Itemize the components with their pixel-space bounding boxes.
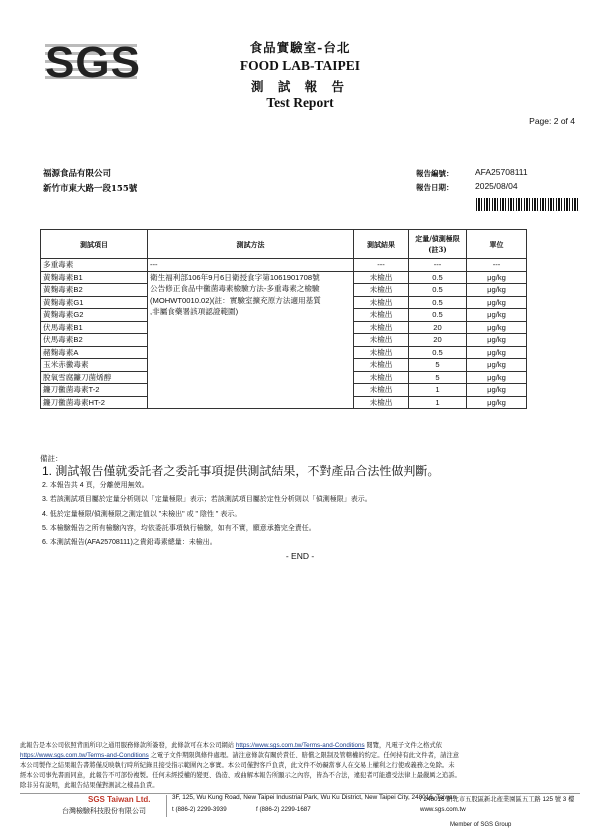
header-limit: 定量/偵測極限(註3) [409, 230, 467, 259]
notes-title: 備註： [40, 454, 63, 463]
row-limit: 0.5 [409, 296, 467, 309]
method-line: 衛生福利部106年9月6日衛授食字第1061901708號 [150, 272, 320, 282]
barcode [476, 198, 579, 211]
row-result: 未檢出 [354, 396, 409, 409]
row-item: 黃麴毒素B2 [41, 284, 148, 297]
table-row [41, 271, 527, 284]
fine-line-4: 經本公司事先書面同意，此報告不可部份複製。任何未經授權的變更、偽造、或曲解本報告所顯示之內容，皆為不合法，違犯者可能遭受法律上最嚴厲之追訴。 [20, 771, 461, 779]
row-item: 黃麴毒素G2 [41, 309, 148, 322]
row-result: 未檢出 [354, 384, 409, 397]
row-item: 伏馬毒素B1 [41, 321, 148, 334]
row-limit: 0.5 [409, 271, 467, 284]
row-unit: μg/kg [467, 296, 527, 309]
row-unit: μg/kg [467, 384, 527, 397]
end-mark: - END - [285, 551, 315, 561]
row-unit: μg/kg [467, 371, 527, 384]
row-item: 伏馬毒素B2 [41, 334, 148, 347]
row-unit: μg/kg [467, 321, 527, 334]
terms-link-2[interactable]: https://www.sgs.com.tw/Terms-and-Conditions [20, 751, 149, 759]
fine-line-5: 除非另有說明，此報告結果僅對測試之樣品負責。 [20, 781, 159, 789]
group-limit: --- [409, 259, 467, 272]
fine-line-2: https://www.sgs.com.tw/Terms-and-Conditions 之電子文件期限與條件處理。請注意條款有關於責任、賠償之限制及管轄權的約定。任何持有此文件者，請注意 [20, 751, 460, 759]
row-unit: μg/kg [467, 309, 527, 322]
note-1: 1. 測試報告僅就委託者之委託事項提供測試結果，不對產品合法性做判斷。 [42, 464, 440, 478]
lab-title-en: FOOD LAB-TAIPEI [239, 58, 361, 73]
row-limit: 1 [409, 396, 467, 409]
page-number: Page: 2 of 4 [529, 116, 575, 126]
header-method: 測試方法 [148, 230, 354, 259]
footer-divider [166, 795, 167, 817]
footer-phone: t (886-2) 2299-3939 [172, 806, 227, 813]
note-2: 2. 本報告共 4 頁，分離使用無效。 [42, 482, 149, 489]
method-cell [148, 271, 354, 409]
terms-link-1[interactable]: https://www.sgs.com.tw/Terms-and-Conditions [235, 742, 365, 749]
row-result: 未檢出 [354, 296, 409, 309]
row-result: 未檢出 [354, 359, 409, 372]
fine-line-3: 本公司製作之結果報告書將僅反映執行時所紀錄且接受指示範圍內之事實。本公司僅對客戶負責，此文件不妨礙當事人在交易上權利之行使或義務之免除。未 [20, 761, 455, 769]
row-item: 脫氧雪腐鐮刀菌烯醇 [41, 371, 148, 384]
note-3: 3. 若該測試項目屬於定量分析則以「定量極限」表示；若該測試項目屬於定性分析則以「偵測極限」表示。 [42, 496, 372, 503]
fine-line-1: 此報告是本公司依照背面所印之通用服務條款所簽發，此條款可在本公司網站 https://www.sgs.com.tw/Terms-and-Conditions 閱覽，凡電子文件之格式依 [20, 742, 442, 749]
row-result: 未檢出 [354, 309, 409, 322]
row-item: 黃麴毒素G1 [41, 296, 148, 309]
row-item: 玉米赤黴毒素 [41, 359, 148, 372]
results-table [40, 229, 527, 409]
method-line: ,非屬食藥署該項認證範圍) [150, 307, 239, 316]
header-unit: 單位 [467, 230, 527, 259]
logo-text: SGS [45, 38, 141, 87]
footer-company-en: SGS Taiwan Ltd. [88, 795, 151, 804]
table-row-group [41, 259, 527, 272]
row-result: 未檢出 [354, 371, 409, 384]
footer-address-en: 3F, 125, Wu Kung Road, New Taipei Industrial Park, Wu Ku District, New Taipei City, 248016, Taiwan [172, 794, 457, 801]
report-no-value: AFA25708111 [475, 167, 528, 177]
footer-fax: f (886-2) 2299-1687 [256, 806, 311, 813]
footer-member: Member of SGS Group [450, 822, 512, 828]
report-no-label: 報告編號： [416, 169, 454, 178]
row-item: 鐮刀黴菌毒素HT-2 [41, 396, 148, 409]
row-limit: 20 [409, 334, 467, 347]
row-limit: 0.5 [409, 284, 467, 297]
group-method: --- [148, 259, 354, 272]
row-limit: 0.5 [409, 309, 467, 322]
customer-address: 新竹市東大路一段155號 [43, 184, 138, 194]
group-unit: --- [467, 259, 527, 272]
note-4: 4. 低於定量極限/偵測極限之測定值以 "未檢出" 或 " 陰性 " 表示。 [42, 511, 242, 518]
header-item: 測試項目 [41, 230, 148, 259]
row-result: 未檢出 [354, 284, 409, 297]
row-result: 未檢出 [354, 321, 409, 334]
report-date-label: 報告日期： [416, 183, 454, 192]
row-result: 未檢出 [354, 346, 409, 359]
row-unit: μg/kg [467, 346, 527, 359]
group-result: --- [354, 259, 409, 272]
row-unit: μg/kg [467, 396, 527, 409]
footer-website[interactable]: www.sgs.com.tw [420, 806, 466, 813]
row-unit: μg/kg [467, 271, 527, 284]
row-item: 黃麴毒素B1 [41, 271, 148, 284]
table-header-row [41, 230, 527, 259]
row-unit: μg/kg [467, 334, 527, 347]
method-line: 公告修正食品中黴菌毒素檢驗方法-多重毒素之檢驗 [150, 284, 320, 293]
report-date-value: 2025/08/04 [475, 181, 518, 191]
row-item: 赭麴毒素A [41, 346, 148, 359]
customer-name: 福源食品有限公司 [43, 169, 112, 179]
row-unit: μg/kg [467, 359, 527, 372]
note-6: 6. 本測試報告(AFA25708111)之貴鉛毒素總量：未檢出。 [42, 539, 217, 546]
header-result: 測試結果 [354, 230, 409, 259]
lab-title-zh: 食品實驗室-台北 [249, 40, 351, 55]
row-limit: 0.5 [409, 346, 467, 359]
footer-company-zh: 台灣檢驗科技股份有限公司 [62, 807, 146, 815]
row-limit: 1 [409, 384, 467, 397]
report-title-zh: 測 試 報 告 [250, 79, 350, 94]
row-limit: 5 [409, 371, 467, 384]
note-5: 5. 本檢驗報告之所有檢驗內容，均依委託事項執行檢驗，如有不實，願意承擔完全責任。 [42, 525, 316, 532]
row-unit: μg/kg [467, 284, 527, 297]
row-limit: 20 [409, 321, 467, 334]
row-result: 未檢出 [354, 334, 409, 347]
row-result: 未檢出 [354, 271, 409, 284]
report-title-en: Test Report [266, 95, 334, 110]
fine-print [20, 741, 585, 791]
row-limit: 5 [409, 359, 467, 372]
footer-address-zh: / 248016 新北市五股區新北產業園區五工路 125 號 3 樓 [420, 796, 575, 803]
group-item: 多重毒素 [41, 259, 148, 272]
row-item: 鐮刀黴菌毒素T-2 [41, 384, 148, 397]
method-line: (MOHWT0010.02)(註：實驗室擴充原方法適用基質 [150, 295, 321, 305]
